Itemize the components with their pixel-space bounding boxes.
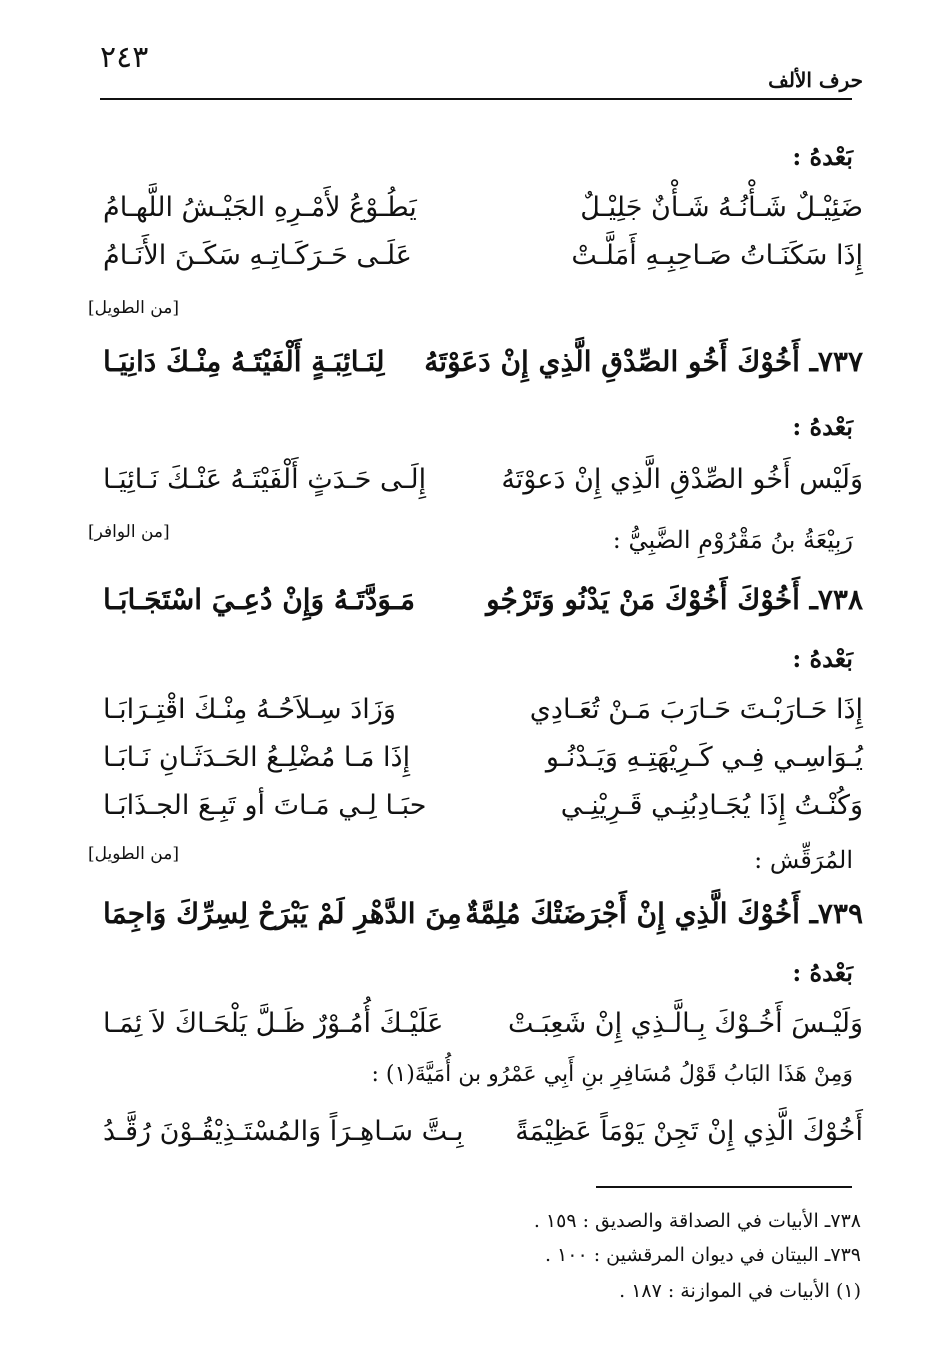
footnote: ٧٣٩ـ البيتان في ديوان المرقشين : ١٠٠ . <box>544 1244 861 1266</box>
poet-attribution: المُرَقِّش : <box>754 846 853 874</box>
verse-line <box>103 1110 863 1154</box>
verse-hemistich-left: عَلَيْـكَ أُمُـوْرٌ ظَـلَّ يَلْحَـاكَ لاَ ئِمَـا <box>103 1008 444 1039</box>
verse-hemistich-right: يُـوَاسِـي فِـي كَـرِيْهَتِـهِ وَيَـدْنُـو <box>545 742 863 773</box>
verse-line <box>103 458 863 502</box>
meter-label: [من الطويل] <box>88 844 179 864</box>
verse-line-numbered <box>103 892 863 936</box>
verse-hemistich-right: ٧٣٩ـ أَخُوْكَ الَّذِي إِنْ أَجْرَضَتْكَ مُلِمَّةٌ <box>465 897 863 930</box>
verse-hemistich-right: ٧٣٧ـ أَخُوْكَ أَخُو الصِّدْقِ الَّذِي إِنْ دَعَوْتَهُ <box>424 345 863 378</box>
verse-hemistich-right: وَلَيْـسَ أَخُـوْكَ بِـالَّـذِي إِنْ شَعِبَـتْ <box>507 1008 863 1039</box>
verse-hemistich-right: ضَئِيْـلٌ شَـأْنُـهُ شَـأْنٌ جَلِيْـلٌ <box>580 192 863 223</box>
verse-hemistich-left: مِنَ الدَّهْرِ لَمْ يَبْرَحْ لِسِرِّكَ وَاجِمَا <box>103 897 462 930</box>
footnote: ٧٣٨ـ الأبيات في الصداقة والصديق : ١٥٩ . <box>533 1210 861 1232</box>
verse-line-numbered <box>103 578 863 622</box>
verse-hemistich-right: أَخُوْكَ الَّذِي إِنْ تَجِنْ يَوْمَاً عَظِيْمَةً <box>515 1116 863 1147</box>
poet-attribution: رَبِيْعَةُ بنُ مَقْرُوْمِ الضَّبِيُّ : <box>612 526 853 554</box>
verse-line-numbered <box>103 340 863 384</box>
section-label: بَعْدهُ : <box>792 142 853 171</box>
verse-hemistich-left: عَلَـى حَـرَكَـاتِـهِ سَكَـنَ الأَنَـامُ <box>103 240 412 271</box>
verse-line <box>103 186 863 230</box>
section-label: بَعْدهُ : <box>792 412 853 441</box>
prose-line: وَمِنْ هَذَا البَابُ قَوْلُ مُسَافِرِ بنِ أَبِي عَمْرُو بن أُمَيَّةَ(١) : <box>371 1062 853 1087</box>
verse-line <box>103 1002 863 1046</box>
verse-hemistich-left: وَزَادَ سِـلاَحُـهُ مِنْـكَ اقْتِـرَابَـا <box>103 694 396 725</box>
footnote-rule <box>596 1186 852 1188</box>
section-label: بَعْدهُ : <box>792 644 853 673</box>
verse-hemistich-right: وَكُنْـتُ إِذَا يُجَـادِبُنِـي قَـرِيْنِـي <box>560 790 863 821</box>
verse-hemistich-left: حبَـا لِـي مَـاتَ أو تَبِـعَ الجـذَابَـا <box>103 790 427 821</box>
header-rule <box>100 98 852 100</box>
verse-hemistich-left: إِلَـى حَـدَثٍ أَلْفَيْتَـهُ عَنْـكَ نَـائِيَـا <box>103 464 427 495</box>
verse-hemistich-left: لِنَـائِبَـةٍ أَلْفَيْتَـهُ مِنْـكَ دَانِيَـا <box>103 345 385 378</box>
verse-hemistich-left: يَطُـوْعُ لأَمْـرِهِ الجَيْـشُ اللَّهـامُ <box>103 192 417 223</box>
verse-line <box>103 784 863 828</box>
verse-hemistich-right: إِذَا حَـارَبْـتَ حَـارَبَ مَـنْ تُعَـادِي <box>529 694 863 725</box>
verse-line <box>103 234 863 278</box>
section-label: بَعْدهُ : <box>792 958 853 987</box>
verse-hemistich-right: إِذَا سَكَنَـاتُ صَـاحِبِـهِ أَمَلَّـتْ <box>571 240 863 271</box>
footnote: (١) الأبيات في الموازنة : ١٨٧ . <box>619 1280 861 1302</box>
meter-label: [من الوافر] <box>88 522 170 542</box>
verse-hemistich-left: بِـتَّ سَـاهِـرَاً وَالمُسْتَـذِيْقُـوْنَ رُقَّـدُ <box>103 1116 464 1147</box>
verse-hemistich-right: وَلَيْس أَخُو الصِّدْقِ الَّذِي إِنْ دَعوْتَهُ <box>501 464 863 495</box>
running-head: حرف الألف <box>768 68 863 92</box>
verse-line <box>103 688 863 732</box>
verse-hemistich-right: ٧٣٨ـ أَخُوْكَ أَخُوْكَ مَنْ يَدْنُو وَتَرْجُو <box>486 583 863 616</box>
verse-line <box>103 736 863 780</box>
verse-hemistich-left: مَـوَدَّتَـهُ وَإِنْ دُعِـيَ اسْتَجَـابَـا <box>103 583 415 616</box>
page-number: ٢٤٣ <box>100 40 149 75</box>
verse-hemistich-left: إِذَا مَـا مُضْلِـعُ الحَـدَثَـانِ نَـابَـا <box>103 742 411 773</box>
meter-label: [من الطويل] <box>88 298 179 318</box>
